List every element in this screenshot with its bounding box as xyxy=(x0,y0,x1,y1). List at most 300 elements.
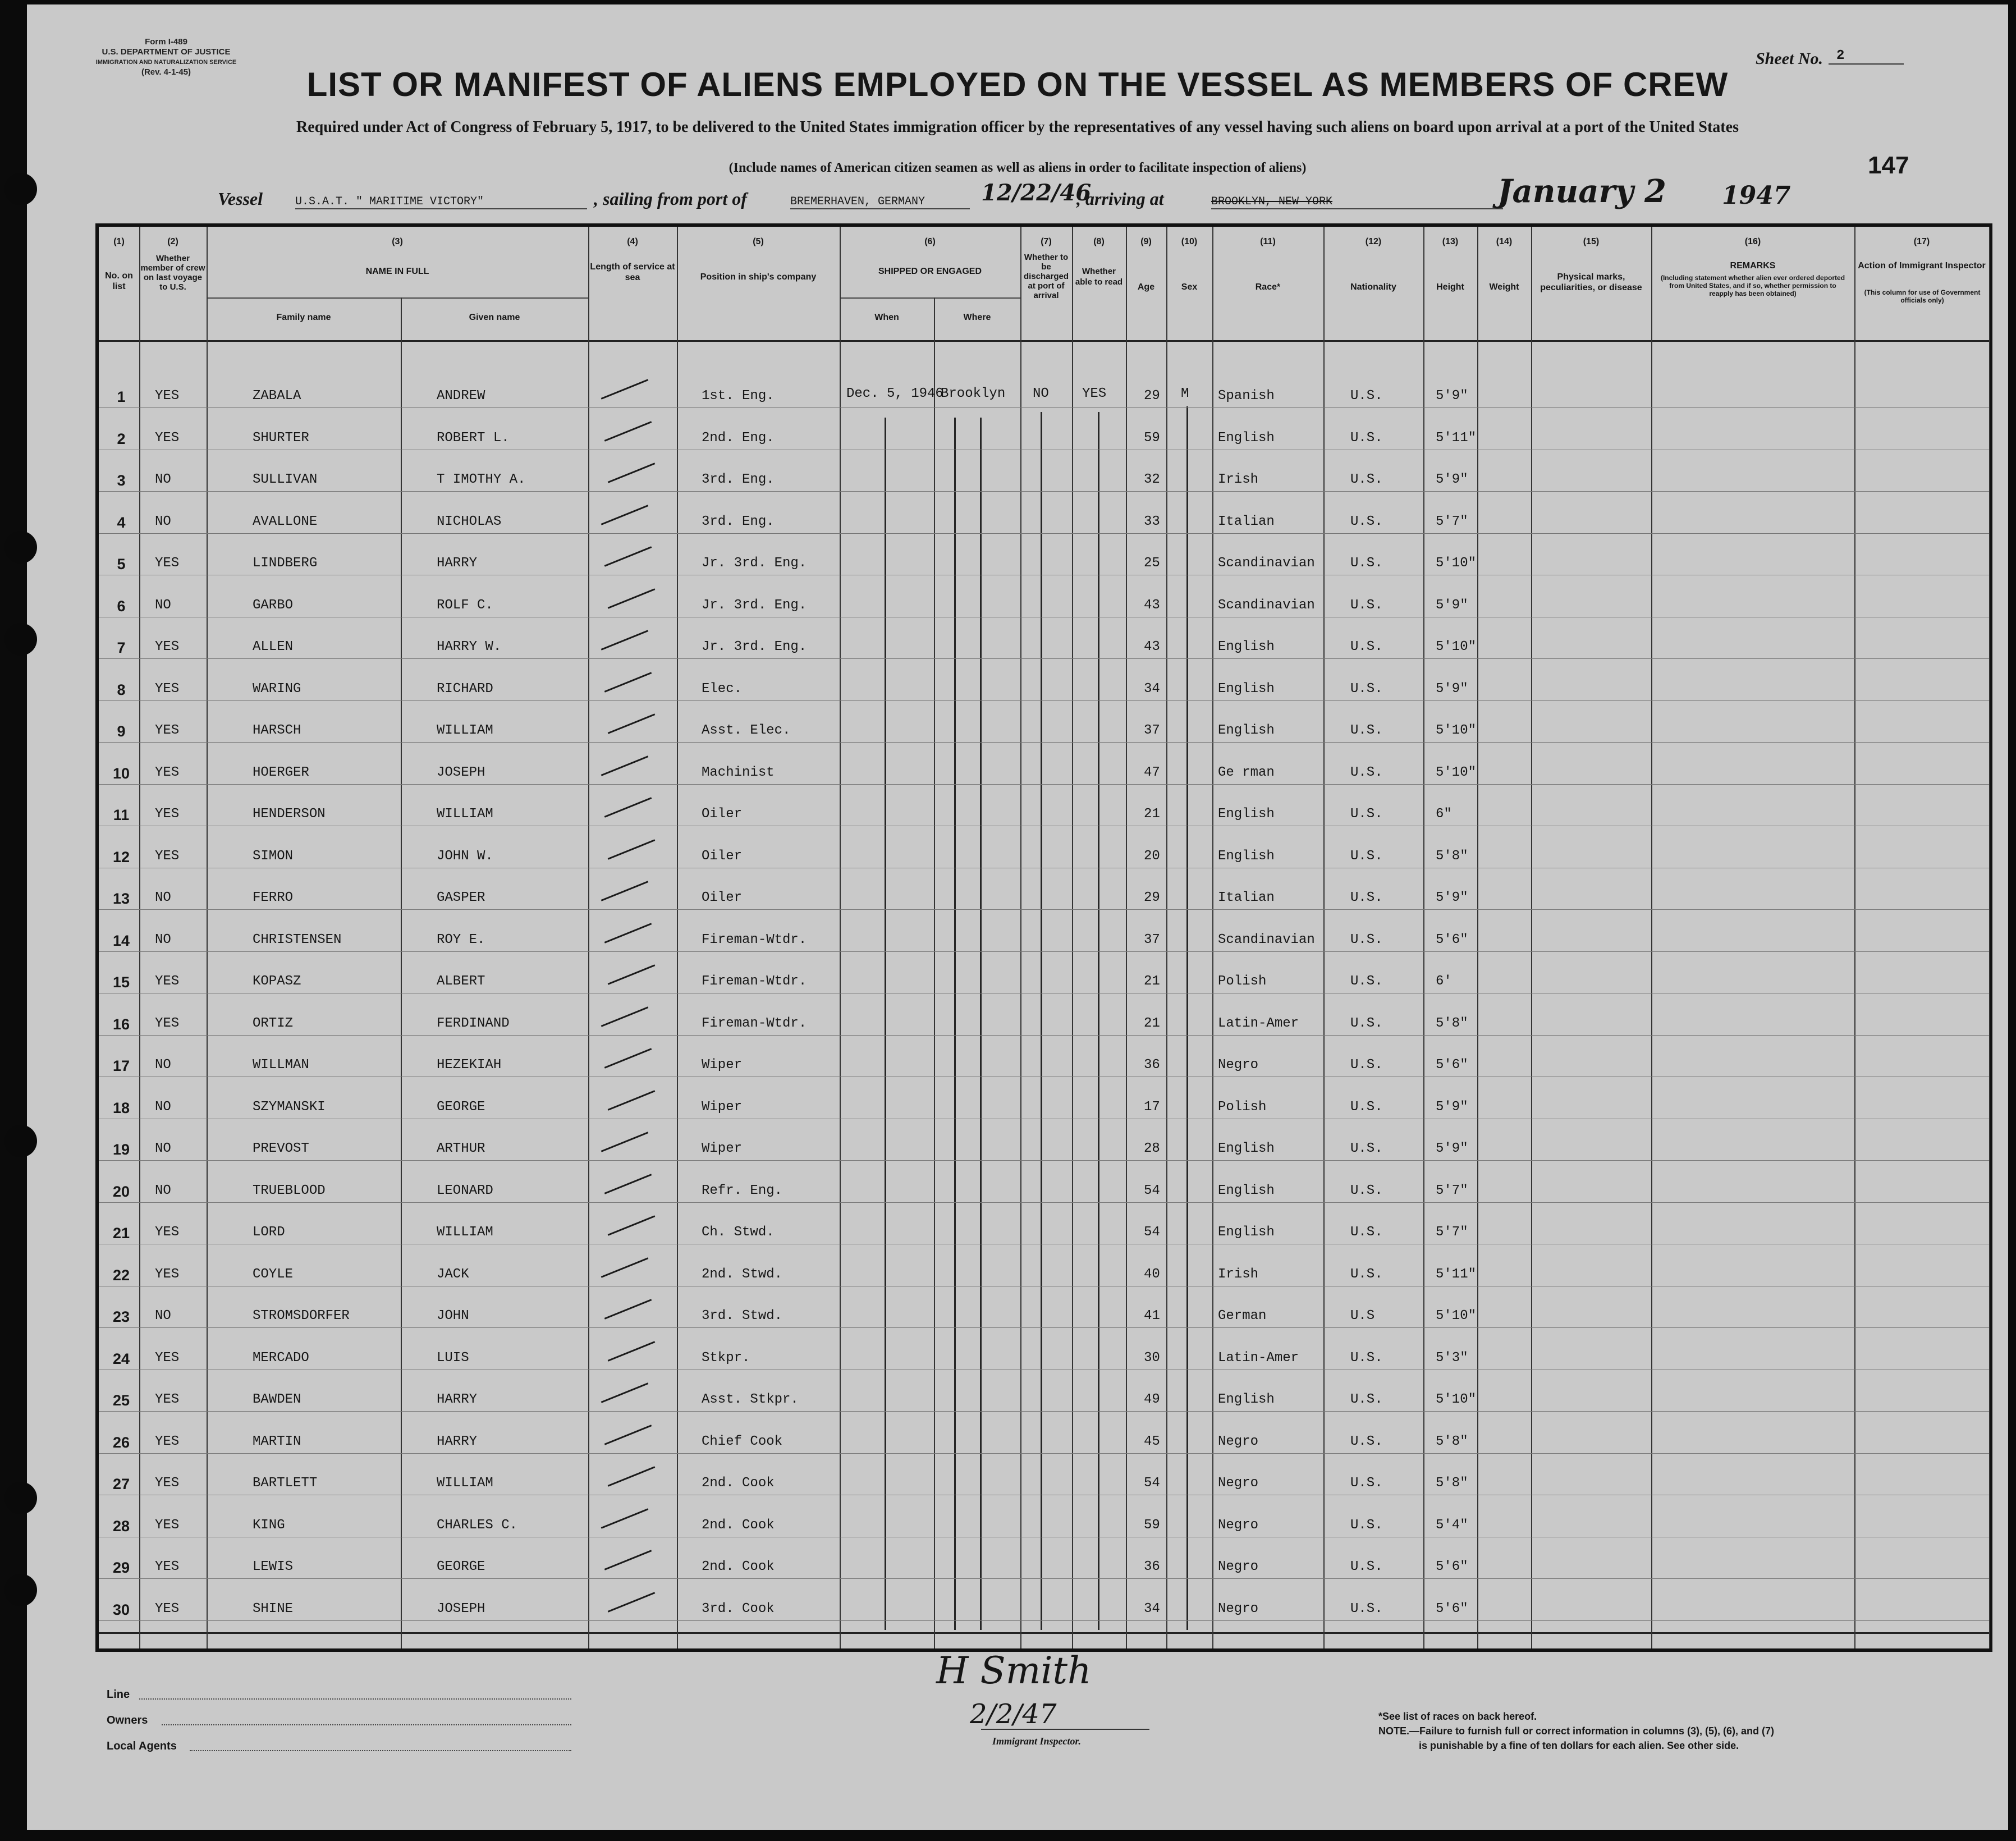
table-row xyxy=(99,807,1990,848)
race: English xyxy=(1218,1141,1275,1156)
age: 20 xyxy=(1144,848,1160,864)
row-rule xyxy=(99,1160,1989,1161)
family-name: LINDBERG xyxy=(253,556,318,571)
crew-number: 14 xyxy=(112,932,130,949)
family-name: TRUEBLOOD xyxy=(253,1183,326,1198)
col-num: (9) xyxy=(1140,237,1152,246)
nationality: U.S. xyxy=(1350,639,1383,654)
race: English xyxy=(1218,723,1275,738)
crew-number: 8 xyxy=(117,681,126,698)
last-voyage: YES xyxy=(155,764,180,780)
race: Negro xyxy=(1218,1601,1259,1616)
height: 5'6" xyxy=(1436,932,1468,947)
table-row xyxy=(99,472,1990,514)
col-num: (11) xyxy=(1260,237,1276,246)
height: 5'10" xyxy=(1436,556,1477,571)
table-row xyxy=(99,932,1990,974)
crew-number: 11 xyxy=(113,807,130,823)
crew-number: 5 xyxy=(117,556,126,573)
family-name: SULLIVAN xyxy=(253,472,318,487)
row-rule xyxy=(99,1327,1989,1328)
race: Latin-Amer xyxy=(1218,1350,1299,1366)
family-name: ZABALA xyxy=(253,388,301,404)
crew-number: 4 xyxy=(117,514,126,531)
table-row xyxy=(99,1267,1990,1308)
given-name: ALBERT xyxy=(437,974,485,989)
last-voyage: YES xyxy=(155,1225,180,1240)
family-name: SZYMANSKI xyxy=(253,1099,326,1115)
sailing-label: , sailing from port of xyxy=(594,189,747,209)
col-heading-weight: Weight xyxy=(1489,282,1519,292)
row-rule xyxy=(99,533,1989,534)
position: Oiler xyxy=(702,890,743,905)
inspector-label: Immigrant Inspector. xyxy=(992,1735,1082,1747)
table-row xyxy=(99,1601,1990,1643)
last-voyage: YES xyxy=(155,430,180,446)
nationality: U.S. xyxy=(1350,1559,1383,1574)
given-name: JACK xyxy=(437,1266,469,1282)
given-name: NICHOLAS xyxy=(437,514,502,529)
last-voyage: NO xyxy=(155,1057,171,1073)
position: Asst. Elec. xyxy=(702,723,791,738)
crew-number: 2 xyxy=(117,430,126,447)
position: 3rd. Stwd. xyxy=(702,1308,783,1323)
given-name: HARRY W. xyxy=(437,639,502,654)
table-row xyxy=(99,1392,1990,1434)
crew-number: 16 xyxy=(112,1015,130,1033)
last-voyage: YES xyxy=(155,848,180,864)
given-name: GASPER xyxy=(437,890,485,905)
race: Negro xyxy=(1218,1559,1259,1574)
table-row xyxy=(99,1183,1990,1225)
nationality: U.S. xyxy=(1350,932,1383,947)
age: 37 xyxy=(1144,932,1160,947)
race: English xyxy=(1218,1225,1275,1240)
col-num: (6) xyxy=(924,237,936,246)
line-field xyxy=(139,1698,571,1700)
nationality: U.S. xyxy=(1350,974,1383,989)
page-number: 147 xyxy=(1868,152,1909,179)
given-name: WILLIAM xyxy=(437,1225,493,1240)
col-num: (15) xyxy=(1583,237,1600,246)
family-name: LEWIS xyxy=(253,1559,294,1574)
age: 33 xyxy=(1144,514,1160,529)
race: English xyxy=(1218,430,1275,446)
position: 2nd. Cook xyxy=(702,1559,775,1574)
col-num: (13) xyxy=(1442,237,1459,246)
nationality: U.S. xyxy=(1350,1015,1383,1031)
family-name: WARING xyxy=(253,681,301,697)
race: Negro xyxy=(1218,1517,1259,1533)
race: German xyxy=(1218,1308,1267,1323)
line-label: Line xyxy=(107,1688,130,1701)
nationality: U.S. xyxy=(1350,848,1383,864)
col-subheading-remarks: (Including statement whether alien ever ordered deported from United States, and if so, whether permission to reapply has been obtained) xyxy=(1660,274,1845,297)
position: Chief Cook xyxy=(702,1434,783,1449)
col-heading-nationality: Nationality xyxy=(1350,282,1396,292)
position: 1st. Eng. xyxy=(702,388,775,404)
table-row xyxy=(99,681,1990,723)
position: 2nd. Cook xyxy=(702,1517,775,1533)
nationality: U.S. xyxy=(1350,1434,1383,1449)
crew-number: 23 xyxy=(112,1308,130,1325)
height: 5'7" xyxy=(1436,514,1468,529)
nationality: U.S. xyxy=(1350,1099,1383,1115)
nationality: U.S. xyxy=(1350,1225,1383,1240)
age: 21 xyxy=(1144,974,1160,989)
nationality: U.S. xyxy=(1350,764,1383,780)
ditto-mark xyxy=(1186,406,1188,1630)
crew-number: 29 xyxy=(112,1559,130,1576)
last-voyage: YES xyxy=(155,723,180,738)
agency-line1: U.S. DEPARTMENT OF JUSTICE xyxy=(102,47,231,57)
nationality: U.S. xyxy=(1350,681,1383,697)
col-heading-age: Age xyxy=(1137,282,1155,292)
col-heading-family-name: Family name xyxy=(276,313,331,322)
height: 6' xyxy=(1436,974,1452,989)
family-name: MERCADO xyxy=(253,1350,309,1366)
col-heading-physical-marks: Physical marks, peculiarities, or disease xyxy=(1540,272,1642,292)
col-heading-position: Position in ship's company xyxy=(700,272,817,282)
race: Scandinavian xyxy=(1218,556,1315,571)
crew-number: 6 xyxy=(117,597,126,615)
family-name: HENDERSON xyxy=(253,807,326,822)
punch-hole xyxy=(4,1125,37,1157)
table-row xyxy=(99,556,1990,597)
position: Ch. Stwd. xyxy=(702,1225,775,1240)
sheet-number-value: 2 xyxy=(1829,48,1904,65)
include-statement: (Include names of American citizen seamen as well as aliens in order to facilitate inspection of aliens) xyxy=(728,161,1307,175)
position: Stkpr. xyxy=(702,1350,750,1366)
local-agents-label: Local Agents xyxy=(107,1740,177,1752)
age: 45 xyxy=(1144,1434,1160,1449)
owners-label: Owners xyxy=(107,1714,148,1726)
position: Elec. xyxy=(702,681,743,697)
height: 5'9" xyxy=(1436,890,1468,905)
nationality: U.S. xyxy=(1350,1183,1383,1198)
given-name: GEORGE xyxy=(437,1559,485,1574)
nationality: U.S. xyxy=(1350,388,1383,404)
family-name: STROMSDORFER xyxy=(253,1308,350,1323)
race: Negro xyxy=(1218,1434,1259,1449)
given-name: HEZEKIAH xyxy=(437,1057,502,1073)
row-rule xyxy=(99,1202,1989,1203)
inspection-date: 2/2/47 xyxy=(970,1698,1057,1730)
race: English xyxy=(1218,1183,1275,1198)
col-num: (14) xyxy=(1496,237,1513,246)
height: 5'9" xyxy=(1436,681,1468,697)
last-voyage: NO xyxy=(155,1183,171,1198)
given-name: JOHN xyxy=(437,1308,469,1323)
manifest-sheet xyxy=(27,4,2008,1830)
given-name: ROBERT L. xyxy=(437,430,510,446)
race: Scandinavian xyxy=(1218,932,1315,947)
col-num: (8) xyxy=(1093,237,1105,246)
col-num: (1) xyxy=(113,237,125,246)
age: 54 xyxy=(1144,1476,1160,1491)
race: English xyxy=(1218,807,1275,822)
table-row xyxy=(99,1225,1990,1266)
age: 36 xyxy=(1144,1057,1160,1073)
col-heading-no: No. on list xyxy=(105,271,133,291)
race: Negro xyxy=(1218,1057,1259,1073)
family-name: HOERGER xyxy=(253,764,309,780)
last-voyage: YES xyxy=(155,639,180,654)
given-name: GEORGE xyxy=(437,1099,485,1115)
required-statement: Required under Act of Congress of February 5, 1917, to be delivered to the United States immigration officer by the representatives of any vessel having such aliens on board upon arrival at a port of the United States xyxy=(296,118,1739,136)
nationality: U.S. xyxy=(1350,1601,1383,1616)
last-voyage: YES xyxy=(155,1476,180,1491)
age: 41 xyxy=(1144,1308,1160,1323)
height: 5'9" xyxy=(1436,1099,1468,1115)
punch-hole xyxy=(4,531,37,564)
col-num: (7) xyxy=(1041,237,1052,246)
position: 3rd. Eng. xyxy=(702,472,775,487)
given-name: WILLIAM xyxy=(437,1476,493,1491)
height: 6" xyxy=(1436,807,1452,822)
family-name: KOPASZ xyxy=(253,974,301,989)
col-num: (16) xyxy=(1744,237,1761,246)
height: 5'8" xyxy=(1436,1015,1468,1031)
position: Fireman-Wtdr. xyxy=(702,974,807,989)
row-rule xyxy=(99,407,1989,408)
manifest-title: LIST OR MANIFEST OF ALIENS EMPLOYED ON THE VESSEL AS MEMBERS OF CREW xyxy=(306,66,1729,103)
nationality: U.S. xyxy=(1350,1266,1383,1282)
height: 5'8" xyxy=(1436,1434,1468,1449)
age: 37 xyxy=(1144,723,1160,738)
family-name: AVALLONE xyxy=(253,514,318,529)
col-heading-race: Race* xyxy=(1255,282,1281,292)
col-num: (17) xyxy=(1913,237,1930,246)
fine-note-line1: NOTE.—Failure to furnish full or correct information in columns (3), (5), (6), and (7) xyxy=(1378,1725,1775,1737)
table-row xyxy=(99,890,1990,932)
height: 5'9" xyxy=(1436,472,1468,487)
height: 5'11" xyxy=(1436,1266,1477,1282)
ditto-mark xyxy=(1098,412,1099,1630)
local-agents-field xyxy=(190,1750,571,1751)
crew-number: 28 xyxy=(112,1517,130,1535)
height: 5'9" xyxy=(1436,597,1468,613)
crew-number: 12 xyxy=(112,848,130,865)
read-value: YES xyxy=(1082,386,1107,401)
family-name: BAWDEN xyxy=(253,1392,301,1407)
col-num: (12) xyxy=(1365,237,1382,246)
position: 3rd. Eng. xyxy=(702,514,775,529)
position: Wiper xyxy=(702,1099,743,1115)
position: 3rd. Cook xyxy=(702,1601,775,1616)
position: Oiler xyxy=(702,807,743,822)
col-subheading-action: (This column for use of Government officials only) xyxy=(1864,288,1981,304)
races-note: *See list of races on back hereof. xyxy=(1378,1711,1537,1722)
crew-table xyxy=(95,223,1992,1652)
row-rule xyxy=(99,1035,1989,1036)
race: Irish xyxy=(1218,472,1259,487)
last-voyage: YES xyxy=(155,556,180,571)
table-row xyxy=(99,431,1990,472)
last-voyage: NO xyxy=(155,890,171,905)
shipped-where: Brooklyn xyxy=(941,386,1006,401)
discharged-value: NO xyxy=(1033,386,1049,401)
table-row xyxy=(99,1057,1990,1099)
given-name: ANDREW xyxy=(437,388,485,404)
position: Jr. 3rd. Eng. xyxy=(702,556,807,571)
family-name: ALLEN xyxy=(253,639,294,654)
age: 25 xyxy=(1144,556,1160,571)
ditto-mark xyxy=(885,418,886,1630)
family-name: LORD xyxy=(253,1225,285,1240)
col-heading-remarks: REMARKS xyxy=(1730,261,1776,271)
given-name: ROLF C. xyxy=(437,597,493,613)
col-heading-given-name: Given name xyxy=(469,313,520,322)
col-heading-length-service: Length of service at sea xyxy=(590,262,675,282)
table-row xyxy=(99,1476,1990,1517)
punch-hole xyxy=(4,1482,37,1514)
given-name: JOHN W. xyxy=(437,848,493,864)
race: English xyxy=(1218,848,1275,864)
given-name: JOSEPH xyxy=(437,1601,485,1616)
family-name: COYLE xyxy=(253,1266,294,1282)
name-subdivider xyxy=(207,297,588,299)
age: 29 xyxy=(1144,890,1160,905)
vessel-name: U.S.A.T. " MARITIME VICTORY" xyxy=(295,195,587,209)
punch-hole xyxy=(4,623,37,656)
col-num: (5) xyxy=(753,237,764,246)
last-voyage: YES xyxy=(155,1517,180,1533)
family-name: KING xyxy=(253,1517,285,1533)
position: 2nd. Cook xyxy=(702,1476,775,1491)
position: Wiper xyxy=(702,1057,743,1073)
row-rule xyxy=(99,700,1989,701)
age: 54 xyxy=(1144,1225,1160,1240)
given-name: WILLIAM xyxy=(437,723,493,738)
position: Wiper xyxy=(702,1141,743,1156)
position: Fireman-Wtdr. xyxy=(702,932,807,947)
col-num: (2) xyxy=(167,237,178,246)
given-name: LEONARD xyxy=(437,1183,493,1198)
given-name: WILLIAM xyxy=(437,807,493,822)
last-voyage: NO xyxy=(155,932,171,947)
nationality: U.S. xyxy=(1350,514,1383,529)
crew-number: 9 xyxy=(117,723,126,740)
position: Asst. Stkpr. xyxy=(702,1392,799,1407)
position: Oiler xyxy=(702,848,743,864)
sheet-number-label: Sheet No. xyxy=(1756,49,1823,68)
family-name: PREVOST xyxy=(253,1141,309,1156)
race: Irish xyxy=(1218,1266,1259,1282)
age: 21 xyxy=(1144,807,1160,822)
family-name: SHURTER xyxy=(253,430,309,446)
col-heading-name: NAME IN FULL xyxy=(365,267,429,276)
ditto-mark xyxy=(1041,412,1042,1630)
height: 5'3" xyxy=(1436,1350,1468,1366)
sailing-port: BREMERHAVEN, GERMANY xyxy=(790,195,970,209)
col-heading-read: Whether able to read xyxy=(1075,267,1123,287)
age: 59 xyxy=(1144,1517,1160,1533)
height: 5'10" xyxy=(1436,764,1477,780)
nationality: U.S. xyxy=(1350,472,1383,487)
race: Negro xyxy=(1218,1476,1259,1491)
race: Ge rman xyxy=(1218,764,1275,780)
nationality: U.S. xyxy=(1350,556,1383,571)
race: Polish xyxy=(1218,1099,1267,1115)
age: 34 xyxy=(1144,681,1160,697)
family-name: CHRISTENSEN xyxy=(253,932,342,947)
agency-line2: IMMIGRATION AND NATURALIZATION SERVICE xyxy=(95,59,237,66)
age: 40 xyxy=(1144,1266,1160,1282)
given-name: HARRY xyxy=(437,1392,478,1407)
crew-number: 26 xyxy=(112,1434,130,1451)
position: Fireman-Wtdr. xyxy=(702,1015,807,1031)
age: 59 xyxy=(1144,430,1160,446)
last-voyage: NO xyxy=(155,1099,171,1115)
col-heading-when: When xyxy=(874,313,899,322)
age: 17 xyxy=(1144,1099,1160,1115)
last-voyage: YES xyxy=(155,1015,180,1031)
height: 5'8" xyxy=(1436,1476,1468,1491)
position: 2nd. Eng. xyxy=(702,430,775,446)
arriving-label: , arriving at xyxy=(1076,189,1164,209)
age: 28 xyxy=(1144,1141,1160,1156)
given-name: LUIS xyxy=(437,1350,469,1366)
form-revision: (Rev. 4-1-45) xyxy=(141,67,191,77)
last-voyage: NO xyxy=(155,514,171,529)
crew-number: 10 xyxy=(112,764,130,782)
last-voyage: YES xyxy=(155,1266,180,1282)
header-divider xyxy=(99,340,1989,342)
age: 43 xyxy=(1144,639,1160,654)
crew-number: 24 xyxy=(112,1350,130,1367)
crew-number: 20 xyxy=(112,1183,130,1200)
crew-number: 27 xyxy=(112,1476,130,1492)
crew-number: 21 xyxy=(112,1225,130,1242)
last-voyage: NO xyxy=(155,1141,171,1156)
col-num: (4) xyxy=(627,237,638,246)
last-voyage: YES xyxy=(155,681,180,697)
age: 30 xyxy=(1144,1350,1160,1366)
crew-number: 17 xyxy=(112,1057,130,1074)
position: Jr. 3rd. Eng. xyxy=(702,597,807,613)
nationality: U.S. xyxy=(1350,1057,1383,1073)
nationality: U.S. xyxy=(1350,1141,1383,1156)
crew-number: 13 xyxy=(112,890,130,907)
height: 5'9" xyxy=(1436,388,1468,404)
given-name: ARTHUR xyxy=(437,1141,485,1156)
height: 5'6" xyxy=(1436,1601,1468,1616)
race: Latin-Amer xyxy=(1218,1015,1299,1031)
arrival-date: January 2 xyxy=(1497,173,1666,210)
given-name: HARRY xyxy=(437,1434,478,1449)
col-num: (10) xyxy=(1181,237,1198,246)
row-rule xyxy=(99,742,1989,743)
given-name: CHARLES C. xyxy=(437,1517,518,1533)
height: 5'4" xyxy=(1436,1517,1468,1533)
family-name: GARBO xyxy=(253,597,294,613)
ditto-mark xyxy=(980,418,982,1630)
last-voyage: NO xyxy=(155,1308,171,1323)
height: 5'7" xyxy=(1436,1183,1468,1198)
crew-number: 3 xyxy=(117,472,126,489)
punch-hole xyxy=(4,173,37,205)
family-name: MARTIN xyxy=(253,1434,301,1449)
height: 5'8" xyxy=(1436,848,1468,864)
age: 34 xyxy=(1144,1601,1160,1616)
nationality: U.S. xyxy=(1350,723,1383,738)
crew-number: 30 xyxy=(112,1601,130,1618)
col-heading-sex: Sex xyxy=(1181,282,1198,292)
arriving-port: BROOKLYN, NEW YORK xyxy=(1211,195,1503,209)
family-name: BARTLETT xyxy=(253,1476,318,1491)
row-rule xyxy=(99,1411,1989,1412)
